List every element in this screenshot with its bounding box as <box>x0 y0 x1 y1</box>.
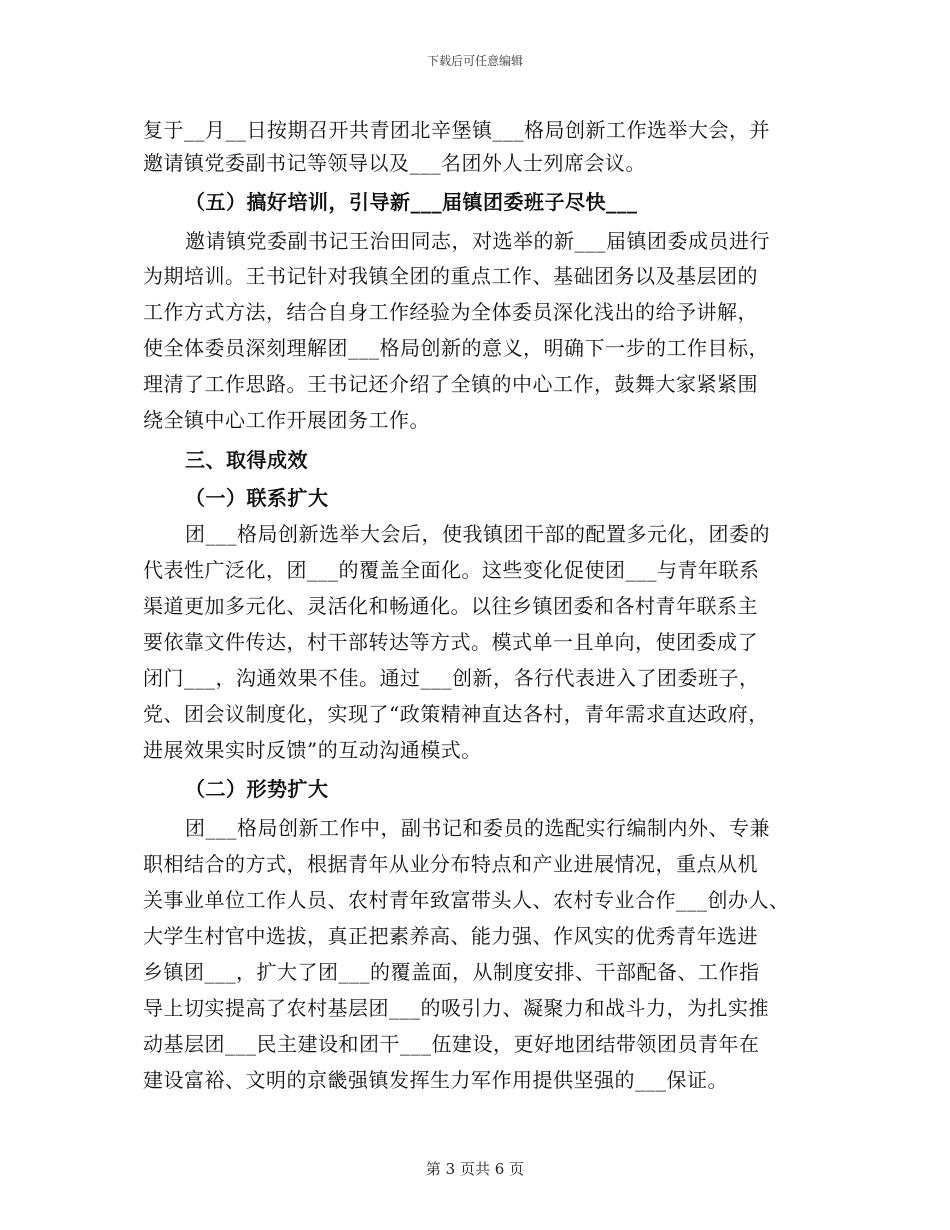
paragraph-line: 复于__月__日按期召开共青团北辛堡镇___格局创新工作选举大会，并 <box>143 118 770 142</box>
paragraph-line: 团___格局创新选举大会后，使我镇团干部的配置多元化，团委的 <box>185 522 770 546</box>
paragraph-line: 进展效果实时反馈”的互动沟通模式。 <box>143 738 482 762</box>
paragraph-line: 邀请镇党委副书记等领导以及___名团外人士列席会议。 <box>143 151 646 175</box>
section-heading-2: （二）形势扩大 <box>185 777 329 801</box>
paragraph-line: 渠道更加多元化、灵活化和畅通化。以往乡镇团委和各村青年联系主 <box>143 594 758 618</box>
paragraph-line: 闭门___，沟通效果不佳。通过___创新，各行代表进入了团委班子， <box>143 666 760 690</box>
paragraph-line: 关事业单位工作人员、农村青年致富带头人、农村专业合作___创办人、 <box>143 888 790 912</box>
paragraph-line: 工作方式方法，结合自身工作经验为全体委员深化浅出的给予讲解， <box>143 300 758 324</box>
section-heading-5: （五）搞好培训，引导新___届镇团委班子尽快___ <box>185 190 638 214</box>
paragraph-line: 动基层团___民主建设和团干___伍建设，更好地团结带领团员青年在 <box>143 1032 760 1056</box>
paragraph-line: 党、团会议制度化，实现了“政策精神直达各村，青年需求直达政府， <box>143 702 769 726</box>
paragraph-line: 要依靠文件传达，村干部转达等方式。模式单一且单向，使团委成了 <box>143 630 758 654</box>
paragraph-line: 团___格局创新工作中，副书记和委员的选配实行编制内外、专兼 <box>185 816 770 840</box>
paragraph-line: 理清了工作思路。王书记还介绍了全镇的中心工作，鼓舞大家紧紧围 <box>143 372 758 396</box>
paragraph-line: 为期培训。王书记针对我镇全团的重点工作、基础团务以及基层团的 <box>143 264 758 288</box>
page-header: 下载后可任意编辑 <box>426 54 523 68</box>
paragraph-line: 代表性广泛化，团___的覆盖全面化。这些变化促使团___与青年联系 <box>143 558 760 582</box>
paragraph-line: 乡镇团___，扩大了团___的覆盖面，从制度安排、干部配备、工作指 <box>143 960 760 984</box>
paragraph-line: 建设富裕、文明的京畿强镇发挥生力军作用提供坚强的___保证。 <box>143 1068 728 1092</box>
paragraph-line: 使全体委员深刻理解团___格局创新的意义，明确下一步的工作目标， <box>143 336 769 360</box>
paragraph-line: 职相结合的方式，根据青年从业分布特点和产业进展情况，重点从机 <box>143 852 758 876</box>
paragraph-line: 邀请镇党委副书记王治田同志，对选举的新___届镇团委成员进行 <box>185 229 770 253</box>
section-heading-1: （一）联系扩大 <box>185 486 329 510</box>
paragraph-line: 绕全镇中心工作开展团务工作。 <box>143 408 430 432</box>
paragraph-line: 导上切实提高了农村基层团___的吸引力、凝聚力和战斗力，为扎实推 <box>143 996 769 1020</box>
page-number: 第 3 页共 6 页 <box>425 1160 525 1178</box>
paragraph-line: 大学生村官中选拔，真正把素养高、能力强、作风实的优秀青年选进 <box>143 924 758 948</box>
chapter-heading-3: 三、取得成效 <box>185 448 308 472</box>
